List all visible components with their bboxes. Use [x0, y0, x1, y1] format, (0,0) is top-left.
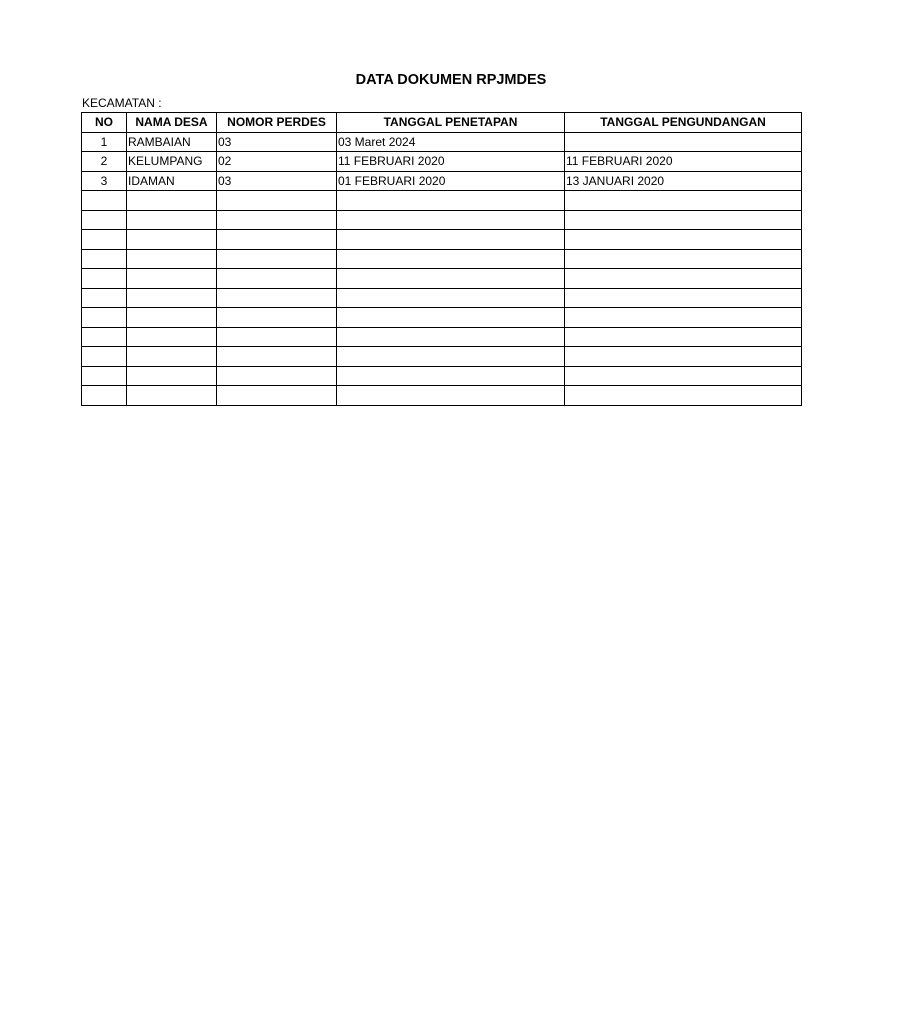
column-header-no: NO — [82, 113, 127, 133]
cell-no: 1 — [82, 132, 127, 152]
empty-cell — [337, 366, 565, 386]
cell-nomor-perdes: 03 — [217, 171, 337, 191]
empty-cell — [565, 347, 802, 367]
empty-cell — [565, 269, 802, 289]
empty-cell — [127, 308, 217, 328]
empty-cell — [82, 230, 127, 250]
cell-tanggal-penetapan: 03 Maret 2024 — [337, 132, 565, 152]
empty-cell — [127, 249, 217, 269]
empty-cell — [565, 191, 802, 211]
empty-table-row — [82, 386, 802, 406]
page-title: DATA DOKUMEN RPJMDES — [355, 72, 547, 88]
empty-cell — [337, 327, 565, 347]
empty-cell — [217, 288, 337, 308]
empty-cell — [337, 308, 565, 328]
cell-nomor-perdes: 03 — [217, 132, 337, 152]
empty-cell — [337, 191, 565, 211]
empty-cell — [565, 249, 802, 269]
empty-cell — [565, 210, 802, 230]
empty-cell — [217, 386, 337, 406]
empty-cell — [217, 327, 337, 347]
empty-cell — [217, 191, 337, 211]
empty-table-row — [82, 347, 802, 367]
empty-cell — [127, 210, 217, 230]
table-row — [82, 171, 802, 191]
cell-nama-desa: IDAMAN — [127, 171, 217, 191]
table-row — [82, 152, 802, 172]
cell-tanggal-penetapan: 01 FEBRUARI 2020 — [337, 171, 565, 191]
empty-table-row — [82, 230, 802, 250]
column-header-nama-desa: NAMA DESA — [127, 113, 217, 133]
empty-cell — [565, 327, 802, 347]
empty-cell — [82, 249, 127, 269]
empty-cell — [82, 191, 127, 211]
empty-cell — [565, 288, 802, 308]
empty-cell — [337, 288, 565, 308]
cell-nama-desa: KELUMPANG — [127, 152, 217, 172]
cell-tanggal-pengundangan — [565, 132, 802, 152]
empty-cell — [127, 347, 217, 367]
table-container — [81, 112, 766, 386]
empty-cell — [337, 386, 565, 406]
cell-tanggal-penetapan: 11 FEBRUARI 2020 — [337, 152, 565, 172]
empty-cell — [337, 230, 565, 250]
cell-tanggal-pengundangan: 11 FEBRUARI 2020 — [565, 152, 802, 172]
empty-table-row — [82, 288, 802, 308]
cell-no: 3 — [82, 171, 127, 191]
empty-cell — [217, 269, 337, 289]
empty-table-row — [82, 191, 802, 211]
empty-cell — [217, 210, 337, 230]
empty-cell — [127, 230, 217, 250]
empty-cell — [127, 191, 217, 211]
cell-no: 2 — [82, 152, 127, 172]
empty-cell — [82, 308, 127, 328]
empty-cell — [217, 230, 337, 250]
empty-table-row — [82, 210, 802, 230]
empty-cell — [217, 366, 337, 386]
empty-table-row — [82, 366, 802, 386]
kecamatan-label: KECAMATAN : — [82, 96, 162, 110]
empty-cell — [82, 288, 127, 308]
column-header-tanggal-pengundangan: TANGGAL PENGUNDANGAN — [565, 113, 802, 133]
empty-cell — [217, 249, 337, 269]
empty-cell — [217, 347, 337, 367]
cell-nama-desa: RAMBAIAN — [127, 132, 217, 152]
empty-cell — [337, 210, 565, 230]
empty-cell — [565, 230, 802, 250]
empty-table-row — [82, 327, 802, 347]
empty-cell — [127, 386, 217, 406]
empty-cell — [82, 210, 127, 230]
empty-cell — [127, 366, 217, 386]
empty-cell — [565, 308, 802, 328]
empty-cell — [82, 269, 127, 289]
column-header-nomor-perdes: NOMOR PERDES — [217, 113, 337, 133]
empty-cell — [82, 366, 127, 386]
empty-cell — [565, 386, 802, 406]
empty-cell — [82, 347, 127, 367]
table-header-row — [82, 113, 802, 133]
empty-cell — [337, 269, 565, 289]
empty-table-row — [82, 269, 802, 289]
empty-table-row — [82, 249, 802, 269]
rpjmdes-table — [81, 112, 802, 406]
empty-cell — [337, 249, 565, 269]
empty-cell — [565, 366, 802, 386]
empty-cell — [127, 288, 217, 308]
table-row — [82, 132, 802, 152]
cell-tanggal-pengundangan: 13 JANUARI 2020 — [565, 171, 802, 191]
empty-cell — [127, 269, 217, 289]
cell-nomor-perdes: 02 — [217, 152, 337, 172]
empty-cell — [82, 386, 127, 406]
empty-cell — [127, 327, 217, 347]
empty-cell — [82, 327, 127, 347]
empty-cell — [217, 308, 337, 328]
column-header-tanggal-penetapan: TANGGAL PENETAPAN — [337, 113, 565, 133]
empty-table-row — [82, 308, 802, 328]
empty-cell — [337, 347, 565, 367]
